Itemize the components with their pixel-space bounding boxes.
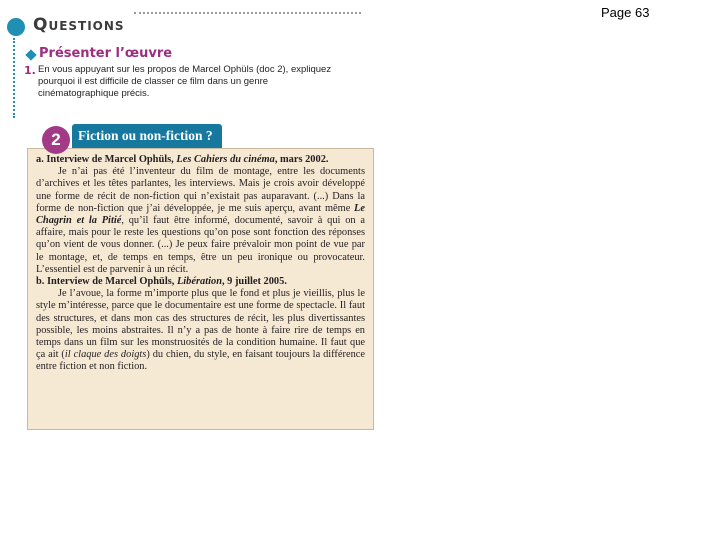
interview-b-heading bbox=[36, 276, 365, 288]
interview-b-source: Libération bbox=[176, 276, 222, 288]
document-number-badge: 2 bbox=[42, 126, 70, 154]
header-divider bbox=[134, 12, 361, 14]
interview-a-date: , mars 2002. bbox=[274, 154, 329, 165]
section-title: Présenter l’œuvre bbox=[39, 46, 173, 61]
interview-b-text bbox=[36, 288, 365, 373]
interview-b-text-1: Je l’avoue, la forme m’importe plus que le fond et plus je vieillis, plus le style m’intéresse, parce que le documentaire est une forme de spectacle. Il faut des structures, et dans mon cas des structures de récit, les plus divertissantes possible, les moins abstraites. Il n’y a pas de honte à faire rire de temps en temps dans un film sur les monstruosités de la condition humaine. Il faut que ça ait ( bbox=[36, 288, 365, 361]
vertical-divider bbox=[13, 38, 15, 118]
interview-a-text-2: , qu’il faut être informé, documenté, savoir à qui on a affaire, mais pour le reste les questions qu’on pose sont fonction des réponses qu’on vient de vous donner. (...) Je peux faire prévaloir mon point de vue par le montage, et, de temps en temps, être un peu ironique ou provocateur. L’essentiel est de parvenir à un récit. bbox=[36, 215, 365, 275]
question-number: 1. bbox=[24, 64, 36, 77]
interview-a-text bbox=[36, 166, 365, 276]
interview-a-source: Les Cahiers du cinéma bbox=[176, 154, 275, 165]
interview-a-heading bbox=[36, 154, 365, 166]
interview-b-aside: il claque des doigts bbox=[64, 349, 147, 361]
page-title: Questions bbox=[33, 15, 125, 35]
interview-a-text-1: Je n’ai pas été l’inventeur du film de montage, entre les documents d’archives et les têtes parlantes, les interviews. Mais je crois avoir développé une forme de récit de non-fiction qui n’existait pas auparavant. (...) Dans la forme de non-fiction que j’ai développée, je me suis aperçu, avant même bbox=[36, 166, 365, 214]
interview-b-text-2: ) du chien, du style, en faisant toujours la différence entre fiction et non fiction. bbox=[36, 349, 366, 373]
interview-b-heading-prefix: b. Interview de Marcel Ophüls, bbox=[36, 276, 177, 288]
document-box bbox=[27, 148, 374, 430]
interview-a-film-title: Le Chagrin et la Pitié bbox=[36, 202, 365, 227]
document-title: Fiction ou non-fiction ? bbox=[72, 124, 222, 148]
page-number: Page 63 bbox=[601, 5, 650, 20]
interview-a-heading-prefix: a. Interview de Marcel Ophüls, bbox=[36, 154, 177, 165]
header-dot-icon bbox=[7, 18, 25, 36]
interview-b-date: , 9 juillet 2005. bbox=[221, 276, 287, 288]
question-text: En vous appuyant sur les propos de Marcel Ophüls (doc 2), expliquez pourquoi il est difficile de classer ce film dans un genre cinématographique précis. bbox=[38, 64, 332, 99]
diamond-bullet-icon bbox=[25, 49, 36, 60]
